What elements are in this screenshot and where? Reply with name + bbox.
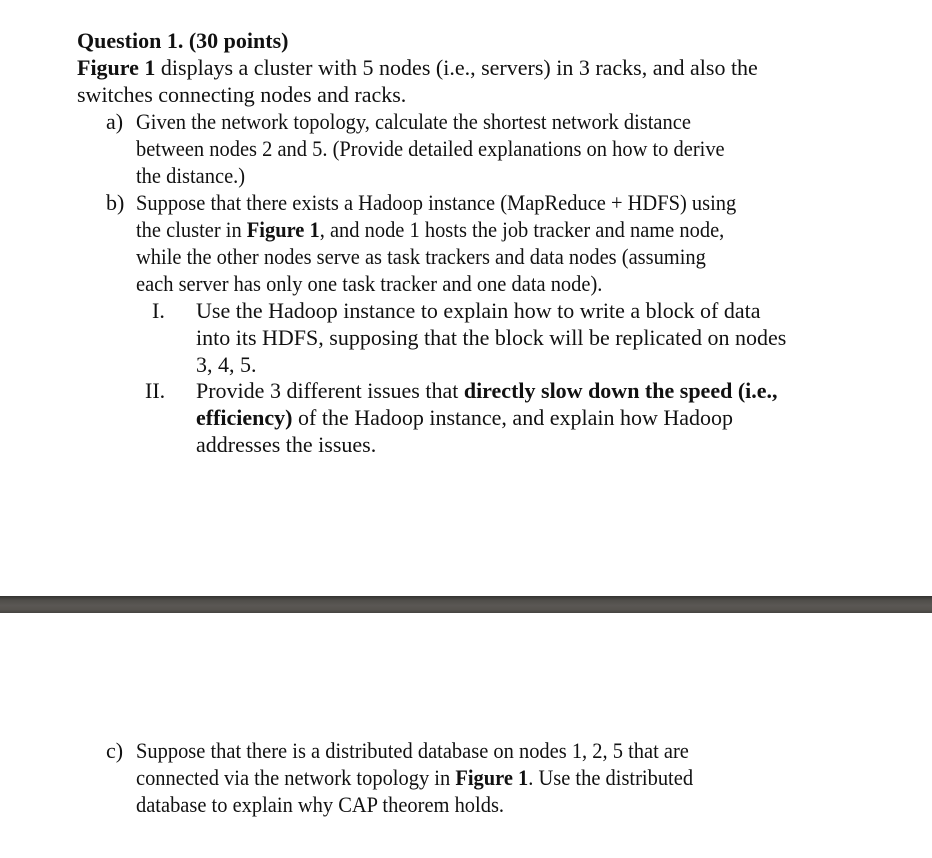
text: . Use the distributed <box>528 765 694 790</box>
figure-reference: Figure 1 <box>246 217 320 242</box>
intro-line-2: switches connecting nodes and racks. <box>77 82 407 107</box>
part-b-i-marker: I. <box>152 298 165 323</box>
part-a-line-2: between nodes 2 and 5. (Provide detailed explanations on how to derive <box>136 136 725 161</box>
emphasis: efficiency) <box>196 405 293 430</box>
part-b-line-2 <box>136 216 724 243</box>
figure-reference: Figure 1 <box>455 765 529 790</box>
text: connected via the network topology in <box>136 765 456 790</box>
part-b-line-3: while the other nodes serve as task trackers and data nodes (assuming <box>136 244 706 269</box>
text: the cluster in <box>136 217 247 242</box>
part-c-line-3: database to explain why CAP theorem holds. <box>136 792 505 817</box>
text: , and node 1 hosts the job tracker and name node, <box>319 217 725 242</box>
part-b-i-line-3: 3, 4, 5. <box>196 352 257 377</box>
text: of the Hadoop instance, and explain how Hadoop <box>292 405 733 430</box>
part-b-ii-line-3: addresses the issues. <box>196 432 377 457</box>
part-a-line-1: Given the network topology, calculate the shortest network distance <box>136 109 691 134</box>
part-b-ii-line-1 <box>196 377 778 404</box>
question-title: Question 1. (30 points) <box>77 28 289 53</box>
part-a-marker: a) <box>106 109 124 134</box>
part-c-line-2 <box>136 764 693 791</box>
text: Provide 3 different issues that <box>196 378 464 403</box>
part-b-ii-line-2 <box>196 404 733 431</box>
intro-text: displays a cluster with 5 nodes (i.e., servers) in 3 racks, and also the <box>155 55 758 80</box>
intro-line-1 <box>77 54 758 81</box>
part-b-i-line-1: Use the Hadoop instance to explain how to write a block of data <box>196 298 761 323</box>
part-c-marker: c) <box>106 738 124 763</box>
part-b-marker: b) <box>106 190 125 215</box>
part-b-ii-marker: II. <box>145 378 166 403</box>
part-b-line-4: each server has only one task tracker and one data node). <box>136 271 603 296</box>
emphasis: directly slow down the speed (i.e., <box>463 378 778 403</box>
part-b-i-line-2: into its HDFS, supposing that the block will be replicated on nodes <box>196 325 787 350</box>
part-a-line-3: the distance.) <box>136 163 246 188</box>
figure-reference: Figure 1 <box>77 55 156 80</box>
page-divider <box>0 596 932 613</box>
part-b-line-1: Suppose that there exists a Hadoop instance (MapReduce + HDFS) using <box>136 190 737 215</box>
part-c-line-1: Suppose that there is a distributed database on nodes 1, 2, 5 that are <box>136 738 689 763</box>
